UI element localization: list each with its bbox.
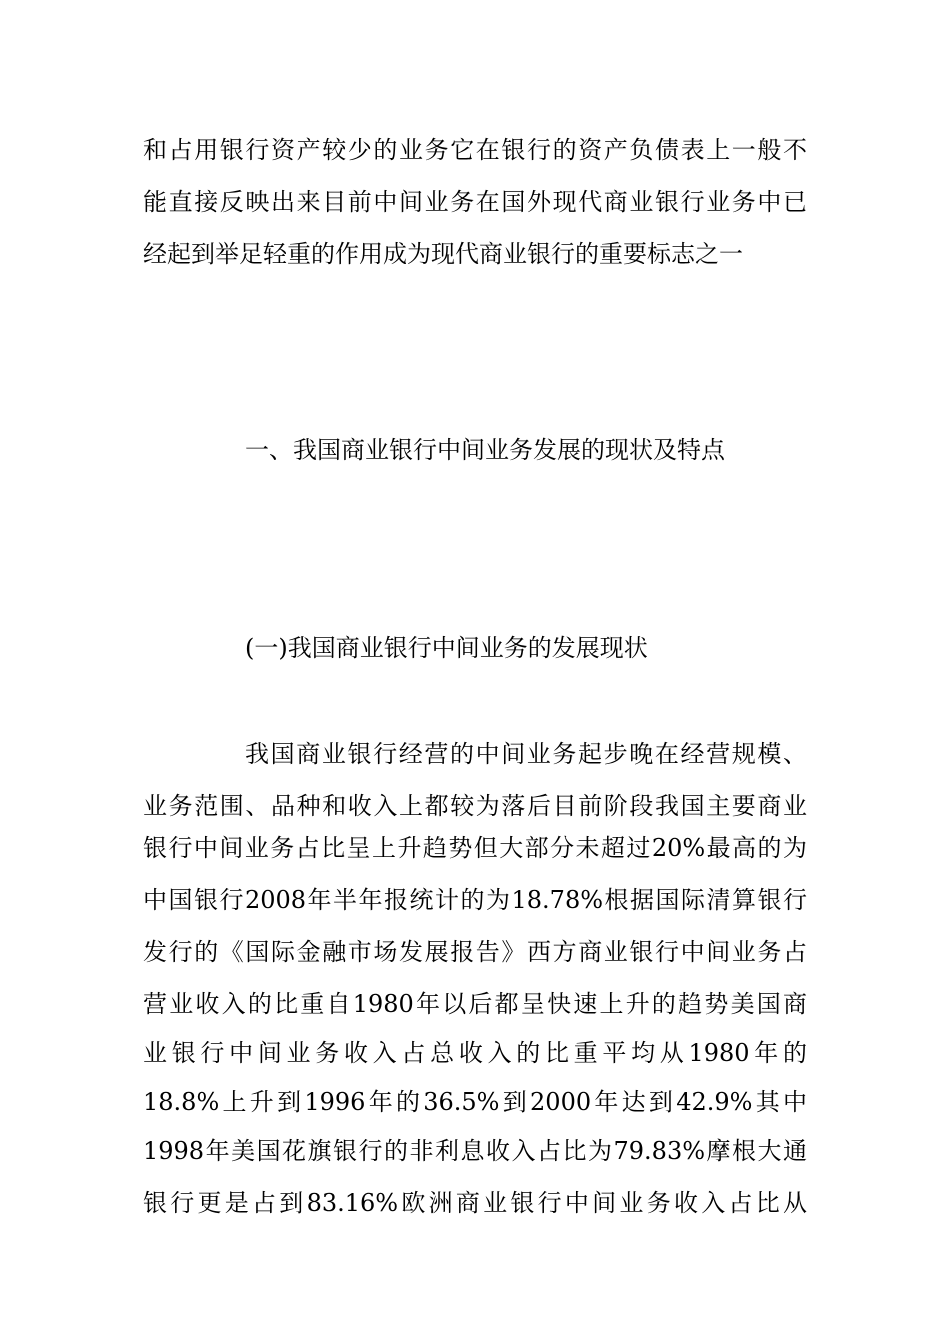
text-line: 1998年美国花旗银行的非利息收入占比为79.83%摩根大通 xyxy=(143,1137,807,1165)
text-line: 业务范围、品种和收入上都较为落后目前阶段我国主要商业 xyxy=(143,792,807,820)
subsection-heading: (一)我国商业银行中间业务的发展现状 xyxy=(245,634,648,662)
text-line: 18.8%上升到1996年的36.5%到2000年达到42.9%其中 xyxy=(143,1088,807,1116)
text-line: 发行的《国际金融市场发展报告》西方商业银行中间业务占 xyxy=(143,938,807,966)
text-line: 中国银行2008年半年报统计的为18.78%根据国际清算银行 xyxy=(143,886,807,914)
text-line: 银行更是占到83.16%欧洲商业银行中间业务收入占比从 xyxy=(143,1189,807,1217)
section-heading: 一、我国商业银行中间业务发展的现状及特点 xyxy=(245,436,725,464)
text-line: 业银行中间业务收入占总收入的比重平均从1980年的 xyxy=(143,1039,807,1067)
text-line: 银行中间业务占比呈上升趋势但大部分未超过20%最高的为 xyxy=(143,834,807,862)
text-line: 和占用银行资产较少的业务它在银行的资产负债表上一般不 xyxy=(143,136,807,164)
text-line: 能直接反映出来目前中间业务在国外现代商业银行业务中已 xyxy=(143,188,807,216)
text-line: 我国商业银行经营的中间业务起步晚在经营规模、 xyxy=(245,740,807,768)
text-line: 经起到举足轻重的作用成为现代商业银行的重要标志之一 xyxy=(143,240,743,268)
text-line: 营业收入的比重自1980年以后都呈快速上升的趋势美国商 xyxy=(143,990,807,1018)
